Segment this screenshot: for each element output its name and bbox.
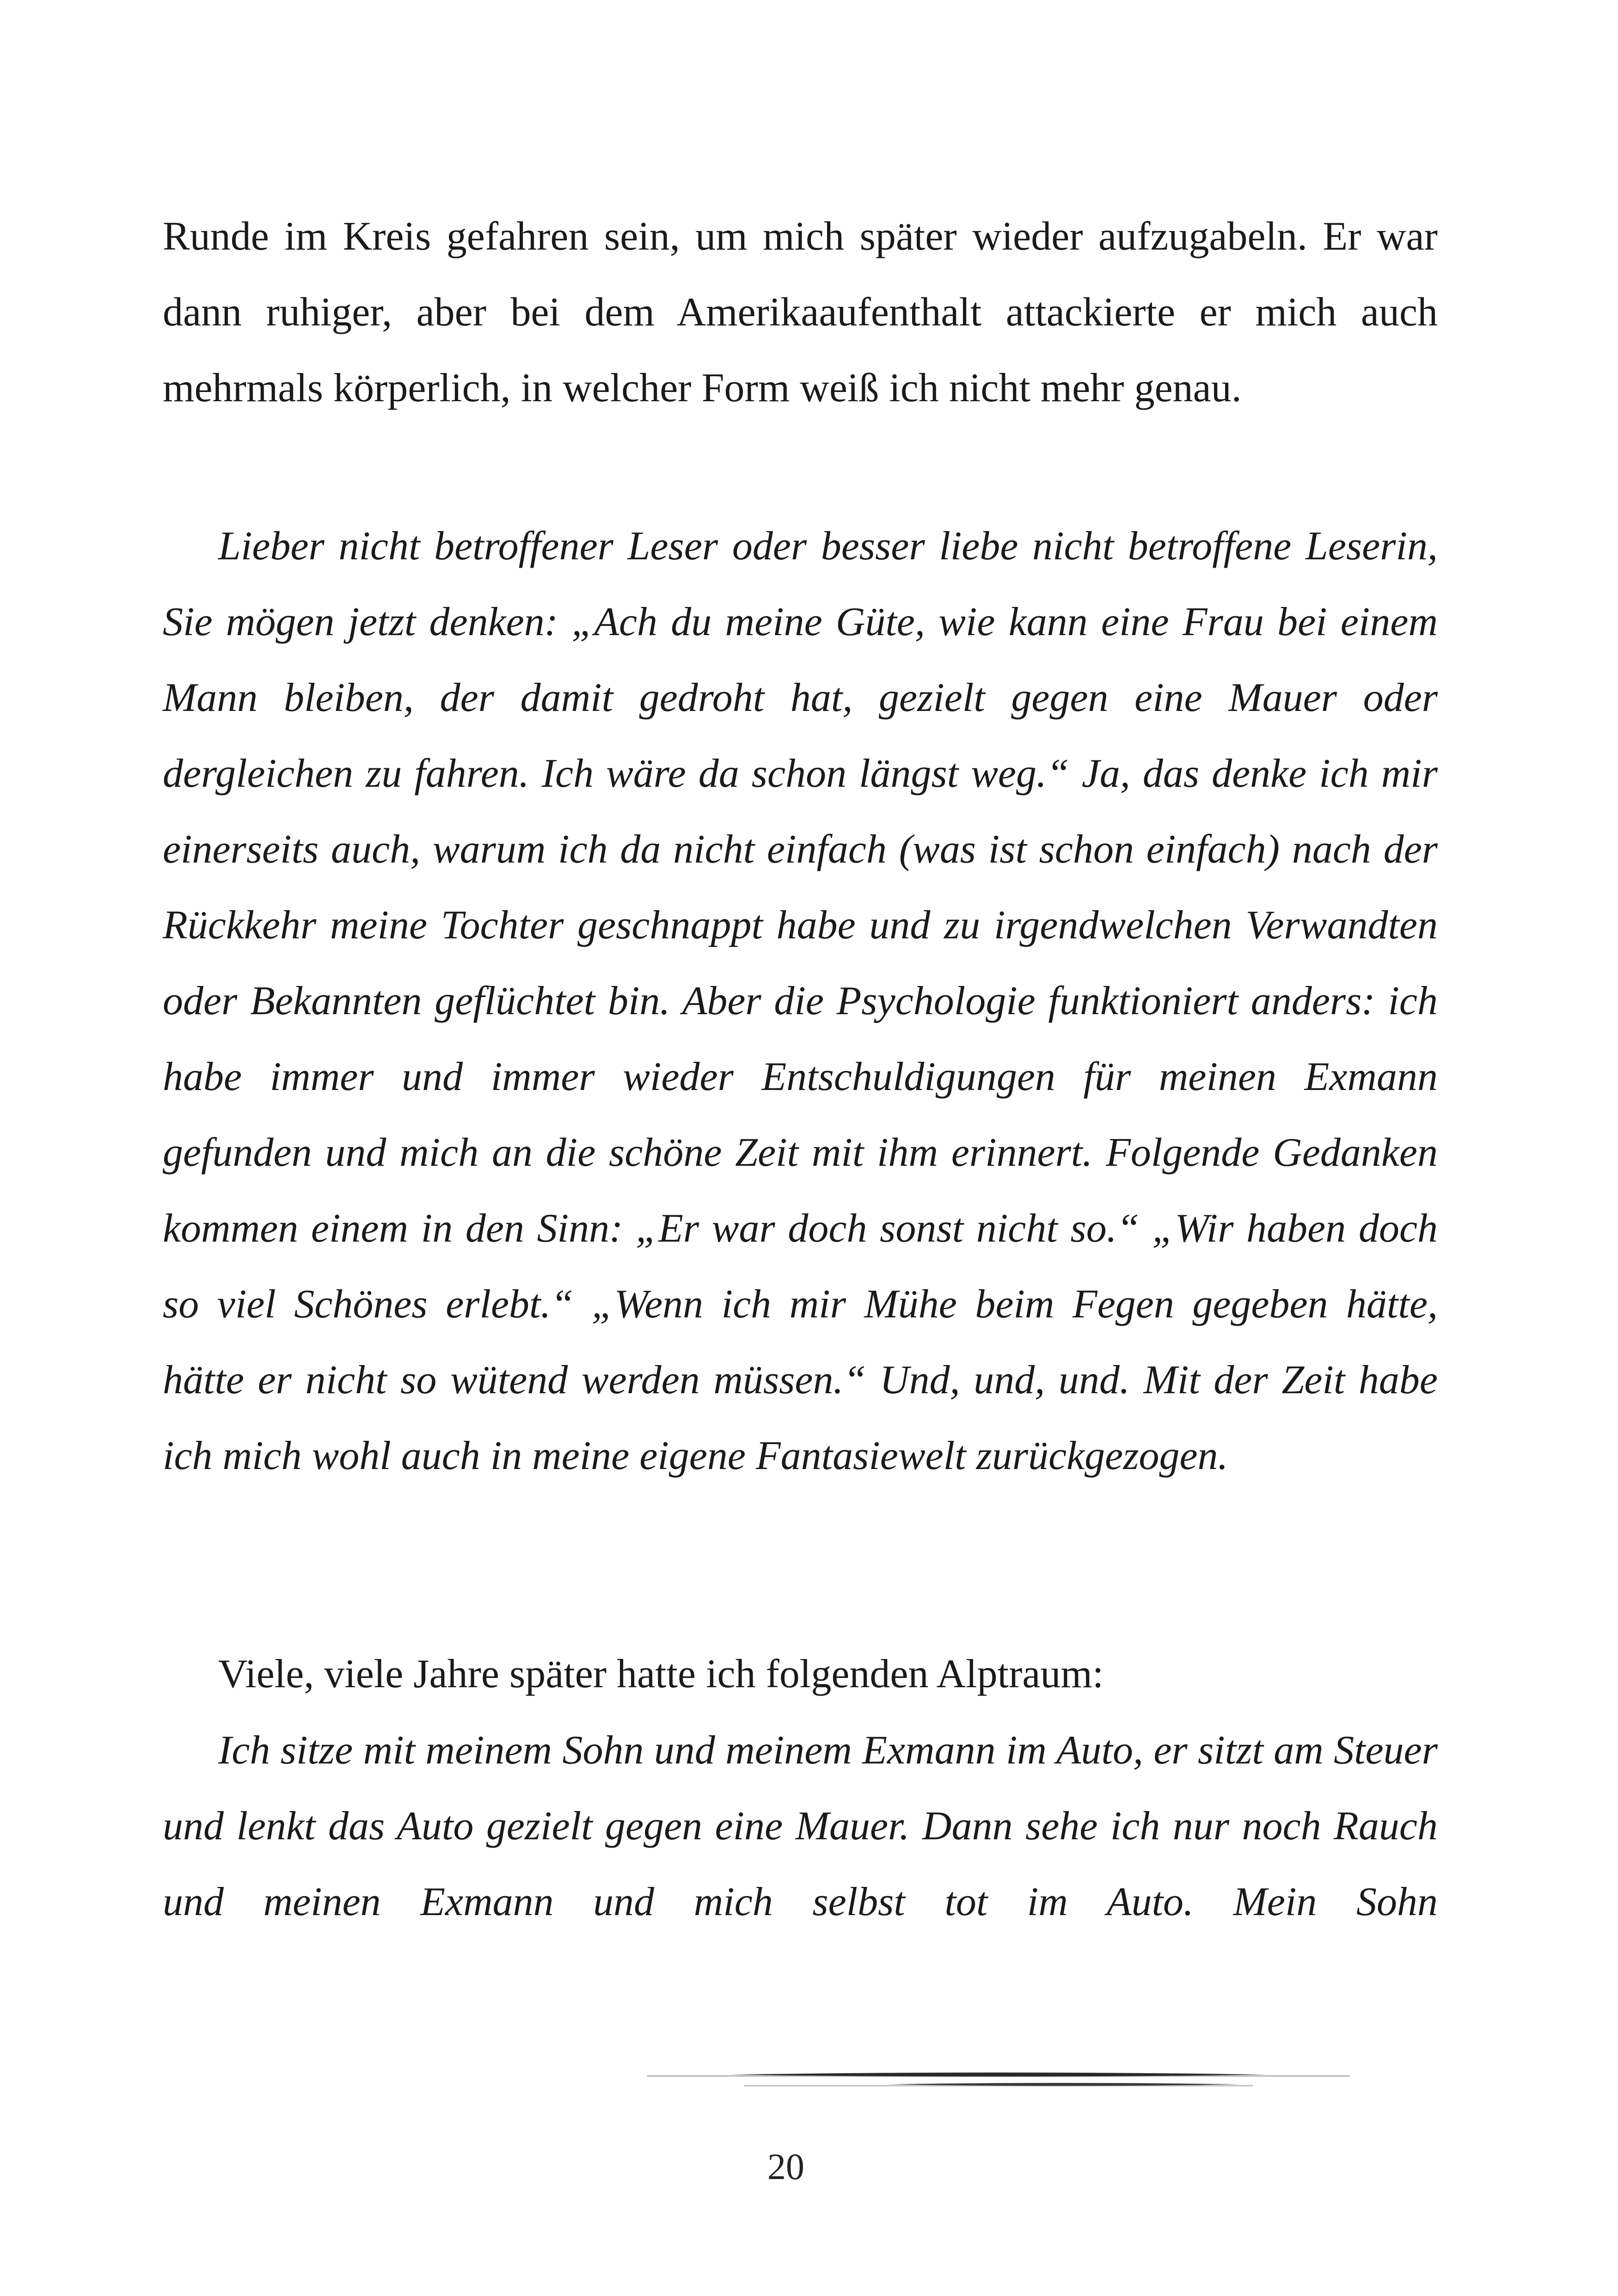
paragraph-nightmare-intro: Viele, viele Jahre später hatte ich folgenden Alptraum: <box>218 1652 1104 1696</box>
page-number: 20 <box>767 2147 804 2187</box>
paragraph-reader-address: Lieber nicht betroffener Leser oder besser liebe nicht betroffene Leserin, Sie mögen jetzt denken: „Ach du meine Güte, wie kann eine Frau bei einem Mann bleiben, der damit gedroht hat, gezielt gegen eine Mauer oder dergleichen zu fahren. Ich wäre da schon längst weg.“ Ja, das denke ich mir einerseits auch, warum ich da nicht einfach (was ist schon einfach) nach der Rückkehr meine Tochter geschnappt habe und zu irgendwelchen Verwandten oder Bekannten geflüchtet bin. Aber die Psychologie funktioniert anders: ich habe immer und immer wieder Entschuldigungen für meinen Exmann gefunden und mich an die schöne Zeit mit ihm erinnert. Folgende Gedanken kommen einem in den Sinn: „Er war doch sonst nicht so.“ „Wir haben doch so viel Schönes erlebt.“ „Wenn ich mir Mühe beim Fegen gegeben hätte, hätte er nicht so wütend werden müssen.“ Und, und, und. Mit der Zeit habe ich mich wohl auch in meine eigene Fantasiewelt zurückgezogen. <box>163 524 1438 1478</box>
footer-ornament-rule <box>647 2069 1350 2096</box>
paragraph-continuation: Runde im Kreis gefahren sein, um mich später wieder aufzugabeln. Er war dann ruhiger, aber bei dem Amerikaaufenthalt attackierte er mich auch mehrmals körperlich, in welcher Form weiß ich nicht mehr genau. <box>163 214 1438 410</box>
paragraph-nightmare: Ich sitze mit meinem Sohn und meinem Exmann im Auto, er sitzt am Steuer und lenkt das Auto gezielt gegen eine Mauer. Dann sehe ich nur noch Rauch und meinen Exmann und mich selbst tot im Auto. Mein Sohn <box>163 1728 1438 1924</box>
